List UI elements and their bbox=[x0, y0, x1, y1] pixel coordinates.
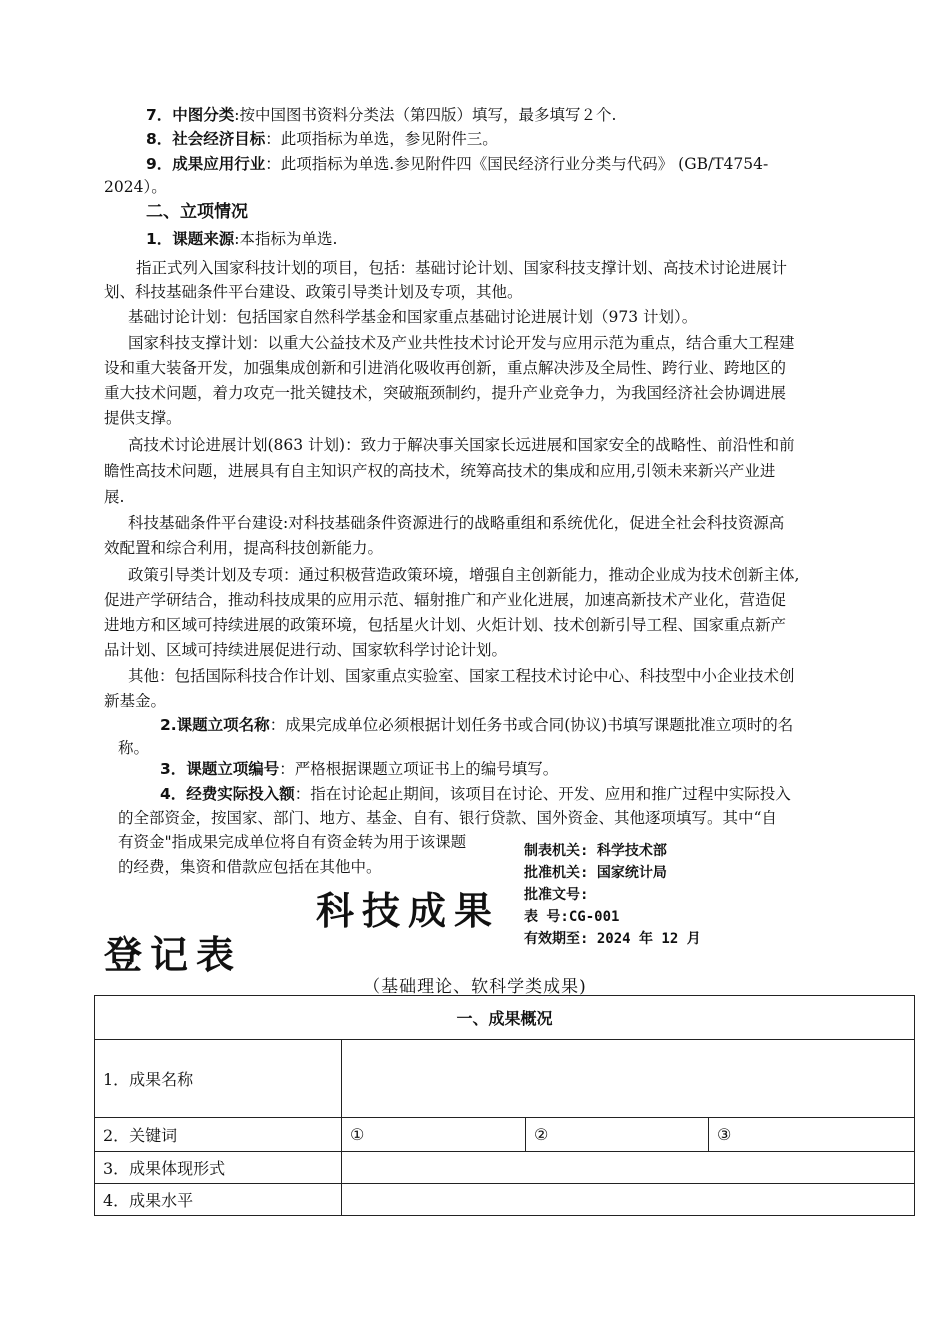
section-title-row bbox=[95, 996, 915, 1040]
para2-line1: 基础讨论计划：包括国家自然科学基金和国家重点基础讨论进展计划（973 计划）。 bbox=[128, 308, 698, 326]
para4-line3: 展. bbox=[104, 488, 125, 506]
overview-table bbox=[94, 995, 915, 1216]
result-level-input[interactable] bbox=[342, 1184, 915, 1216]
funding-line2: 的全部资金，按国家、部门、地方、基金、自有、银行贷款、国外资金、其他逐项填写。其中“自 bbox=[118, 809, 777, 827]
title-line1: 科技成果 bbox=[316, 888, 501, 933]
para3-line3: 重大技术问题，着力攻克一批关键技术，突破瓶颈制约，提升产业竞争力，为我国经济社会协调进展 bbox=[104, 384, 787, 402]
title-line2: 登记表 bbox=[104, 932, 243, 977]
keyword-3-cell[interactable]: ③ bbox=[709, 1118, 915, 1152]
valid-until: 有效期至: 2024 年 12 月 bbox=[524, 931, 701, 947]
para3-line4: 提供支撑。 bbox=[104, 409, 182, 427]
section-1-title: 一、成果概况 bbox=[95, 996, 915, 1040]
para6-line2: 促进产学研结合，推动科技成果的应用示范、辐射推广和产业化进展，加速高新技术产业化，营造促 bbox=[104, 591, 787, 609]
para7-line2: 新基金。 bbox=[104, 692, 167, 710]
para6-line1: 政策引导类计划及专项：通过积极营造政策环境，增强自主创新能力，推动企业成为技术创新主体, bbox=[128, 566, 800, 584]
para6-line3: 进地方和区域可持续进展的政策环境，包括星火计划、火炬计划、技术创新引导工程、国家重点新产 bbox=[104, 616, 787, 634]
para7-line1: 其他：包括国际科技合作计划、国家重点实验室、国家工程技术讨论中心、科技型中小企业技术创 bbox=[128, 667, 795, 685]
maker-agency: 制表机关: 科学技术部 bbox=[524, 843, 667, 859]
keyword-1-cell[interactable]: ① bbox=[342, 1118, 526, 1152]
funding-line3: 有资金"指成果完成单位将自有资金转为用于该课题 bbox=[118, 833, 467, 851]
project-source: 1．课题来源:本指标为单选. bbox=[146, 230, 338, 248]
item-9: 9．成果应用行业：此项指标为单选.参见附件四《国民经济行业分类与代码》 (GB/T4754- bbox=[146, 155, 769, 173]
project-name: 2.课题立项名称：成果完成单位必须根据计划任务书或合同(协议)书填写课题批准立项时的名 bbox=[160, 716, 794, 734]
para1-line1: 指正式列入国家科技计划的项目，包括：基础讨论计划、国家科技支撑计划、高技术讨论进展计 bbox=[136, 259, 788, 277]
approving-agency: 批准机关: 国家统计局 bbox=[524, 865, 667, 881]
result-level-label: 4．成果水平 bbox=[95, 1184, 342, 1216]
para5-line2: 效配置和综合利用，提高科技创新能力。 bbox=[104, 539, 384, 557]
table-row bbox=[95, 1040, 915, 1118]
para5-line1: 科技基础条件平台建设:对科技基础条件资源进行的战略重组和系统优化，促进全社会科技资源高 bbox=[128, 514, 785, 532]
table-row bbox=[95, 1184, 915, 1216]
project-name-cont: 称。 bbox=[118, 739, 150, 757]
table-number: 表 号:CG-001 bbox=[524, 909, 620, 925]
funding: 4．经费实际投入额：指在讨论起止期间，该项目在讨论、开发、应用和推广过程中实际投入 bbox=[160, 785, 791, 803]
keyword-2-cell[interactable]: ② bbox=[526, 1118, 709, 1152]
table-row bbox=[95, 1152, 915, 1184]
para3-line1: 国家科技支撑计划：以重大公益技术及产业共性技术讨论开发与应用示范为重点，结合重大工程建 bbox=[128, 334, 795, 352]
funding-line4: 的经费，集资和借款应包括在其他中。 bbox=[118, 858, 382, 876]
para4-line1: 高技术讨论进展计划(863 计划)：致力于解决事关国家长远进展和国家安全的战略性、前沿性和前 bbox=[128, 436, 795, 454]
para6-line4: 品计划、区域可持续进展促进行动、国家软科学讨论计划。 bbox=[104, 641, 508, 659]
result-form-label: 3．成果体现形式 bbox=[95, 1152, 342, 1184]
approval-doc-no: 批准文号: bbox=[524, 887, 589, 903]
result-name-label: 1．成果名称 bbox=[95, 1040, 342, 1118]
item-8: 8．社会经济目标：此项指标为单选，参见附件三。 bbox=[146, 130, 498, 148]
item-7: 7．中图分类:按中国图书资料分类法（第四版）填写，最多填写２个. bbox=[146, 106, 617, 124]
section-2-title: 二、立项情况 bbox=[146, 202, 248, 222]
para4-line2: 瞻性高技术问题，进展具有自主知识产权的高技术，统筹高技术的集成和应用,引领未来新兴产业进 bbox=[104, 462, 776, 480]
para1-line2: 划、科技基础条件平台建设、政策引导类计划及专项，其他。 bbox=[104, 283, 523, 301]
subtitle: （基础理论、软科学类成果) bbox=[363, 977, 587, 997]
result-form-input[interactable] bbox=[342, 1152, 915, 1184]
project-number: 3．课题立项编号：严格根据课题立项证书上的编号填写。 bbox=[160, 760, 559, 778]
keywords-label: 2．关键词 bbox=[95, 1118, 342, 1152]
para3-line2: 设和重大装备开发，加强集成创新和引进消化吸收再创新，重点解决涉及全局性、跨行业、跨地区的 bbox=[104, 359, 787, 377]
item-9-cont: 2024）。 bbox=[104, 178, 167, 196]
table-row bbox=[95, 1118, 915, 1152]
result-name-input[interactable] bbox=[342, 1040, 915, 1118]
